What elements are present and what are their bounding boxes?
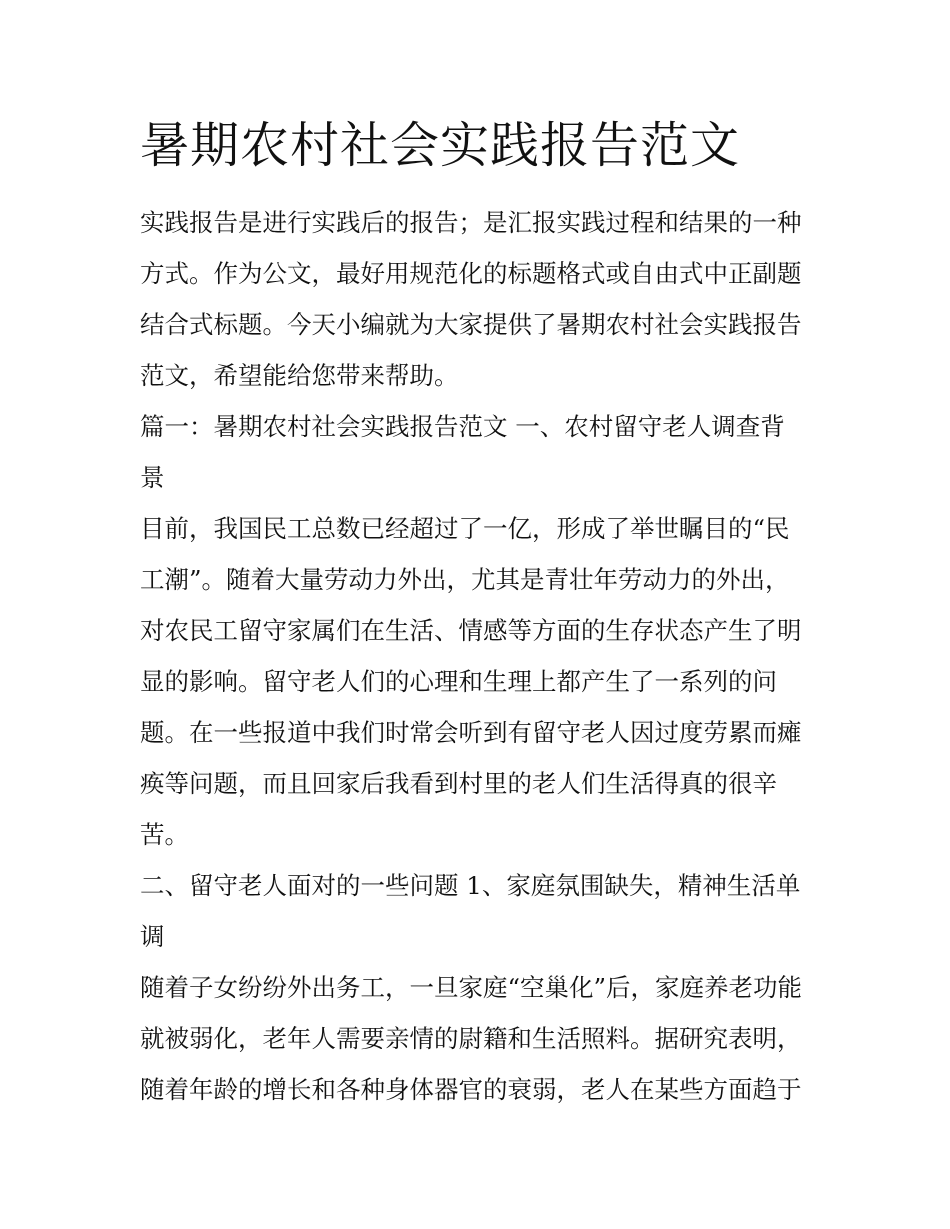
text-line: 显的影响。留守老人们的心理和生理上都产生了一系列的问	[140, 667, 777, 696]
text-line: 工潮”。随着大量劳动力外出，尤其是青壮年劳动力的外出，	[140, 565, 790, 594]
text-line: 范文，希望能给您带来帮助。	[140, 361, 459, 390]
section-heading-line: 篇一：暑期农村社会实践报告范文 一、农村留守老人调查背	[140, 412, 785, 441]
text-line: 目前，我国民工总数已经超过了一亿，形成了举世瞩目的“民	[140, 514, 790, 543]
text-line: 题。在一些报道中我们时常会听到有留守老人因过度劳累而瘫	[140, 718, 802, 747]
text-line: 痪等问题，而且回家后我看到村里的老人们生活得真的很辛	[140, 769, 777, 798]
text-line: 随着子女纷纷外出务工，一旦家庭“空巢化”后，家庭养老功能	[140, 973, 803, 1002]
section-heading-line: 调	[140, 922, 165, 951]
section-heading-line: 景	[140, 463, 165, 492]
text-line: 苦。	[140, 820, 189, 849]
text-line: 随着年龄的增长和各种身体器官的衰弱，老人在某些方面趋于	[140, 1075, 802, 1104]
text-line: 方式。作为公文，最好用规范化的标题格式或自由式中正副题	[140, 259, 802, 288]
section-heading-line: 二、留守老人面对的一些问题 1、家庭氛围缺失，精神生活单	[140, 871, 801, 900]
document-title: 暑期农村社会实践报告范文	[140, 117, 741, 174]
text-line: 就被弱化，老年人需要亲情的尉籍和生活照料。据研究表明，	[140, 1024, 802, 1053]
text-line: 对农民工留守家属们在生活、情感等方面的生存状态产生了明	[140, 616, 802, 645]
text-line: 实践报告是进行实践后的报告；是汇报实践过程和结果的一种	[140, 208, 802, 237]
text-line: 结合式标题。今天小编就为大家提供了暑期农村社会实践报告	[140, 310, 802, 339]
